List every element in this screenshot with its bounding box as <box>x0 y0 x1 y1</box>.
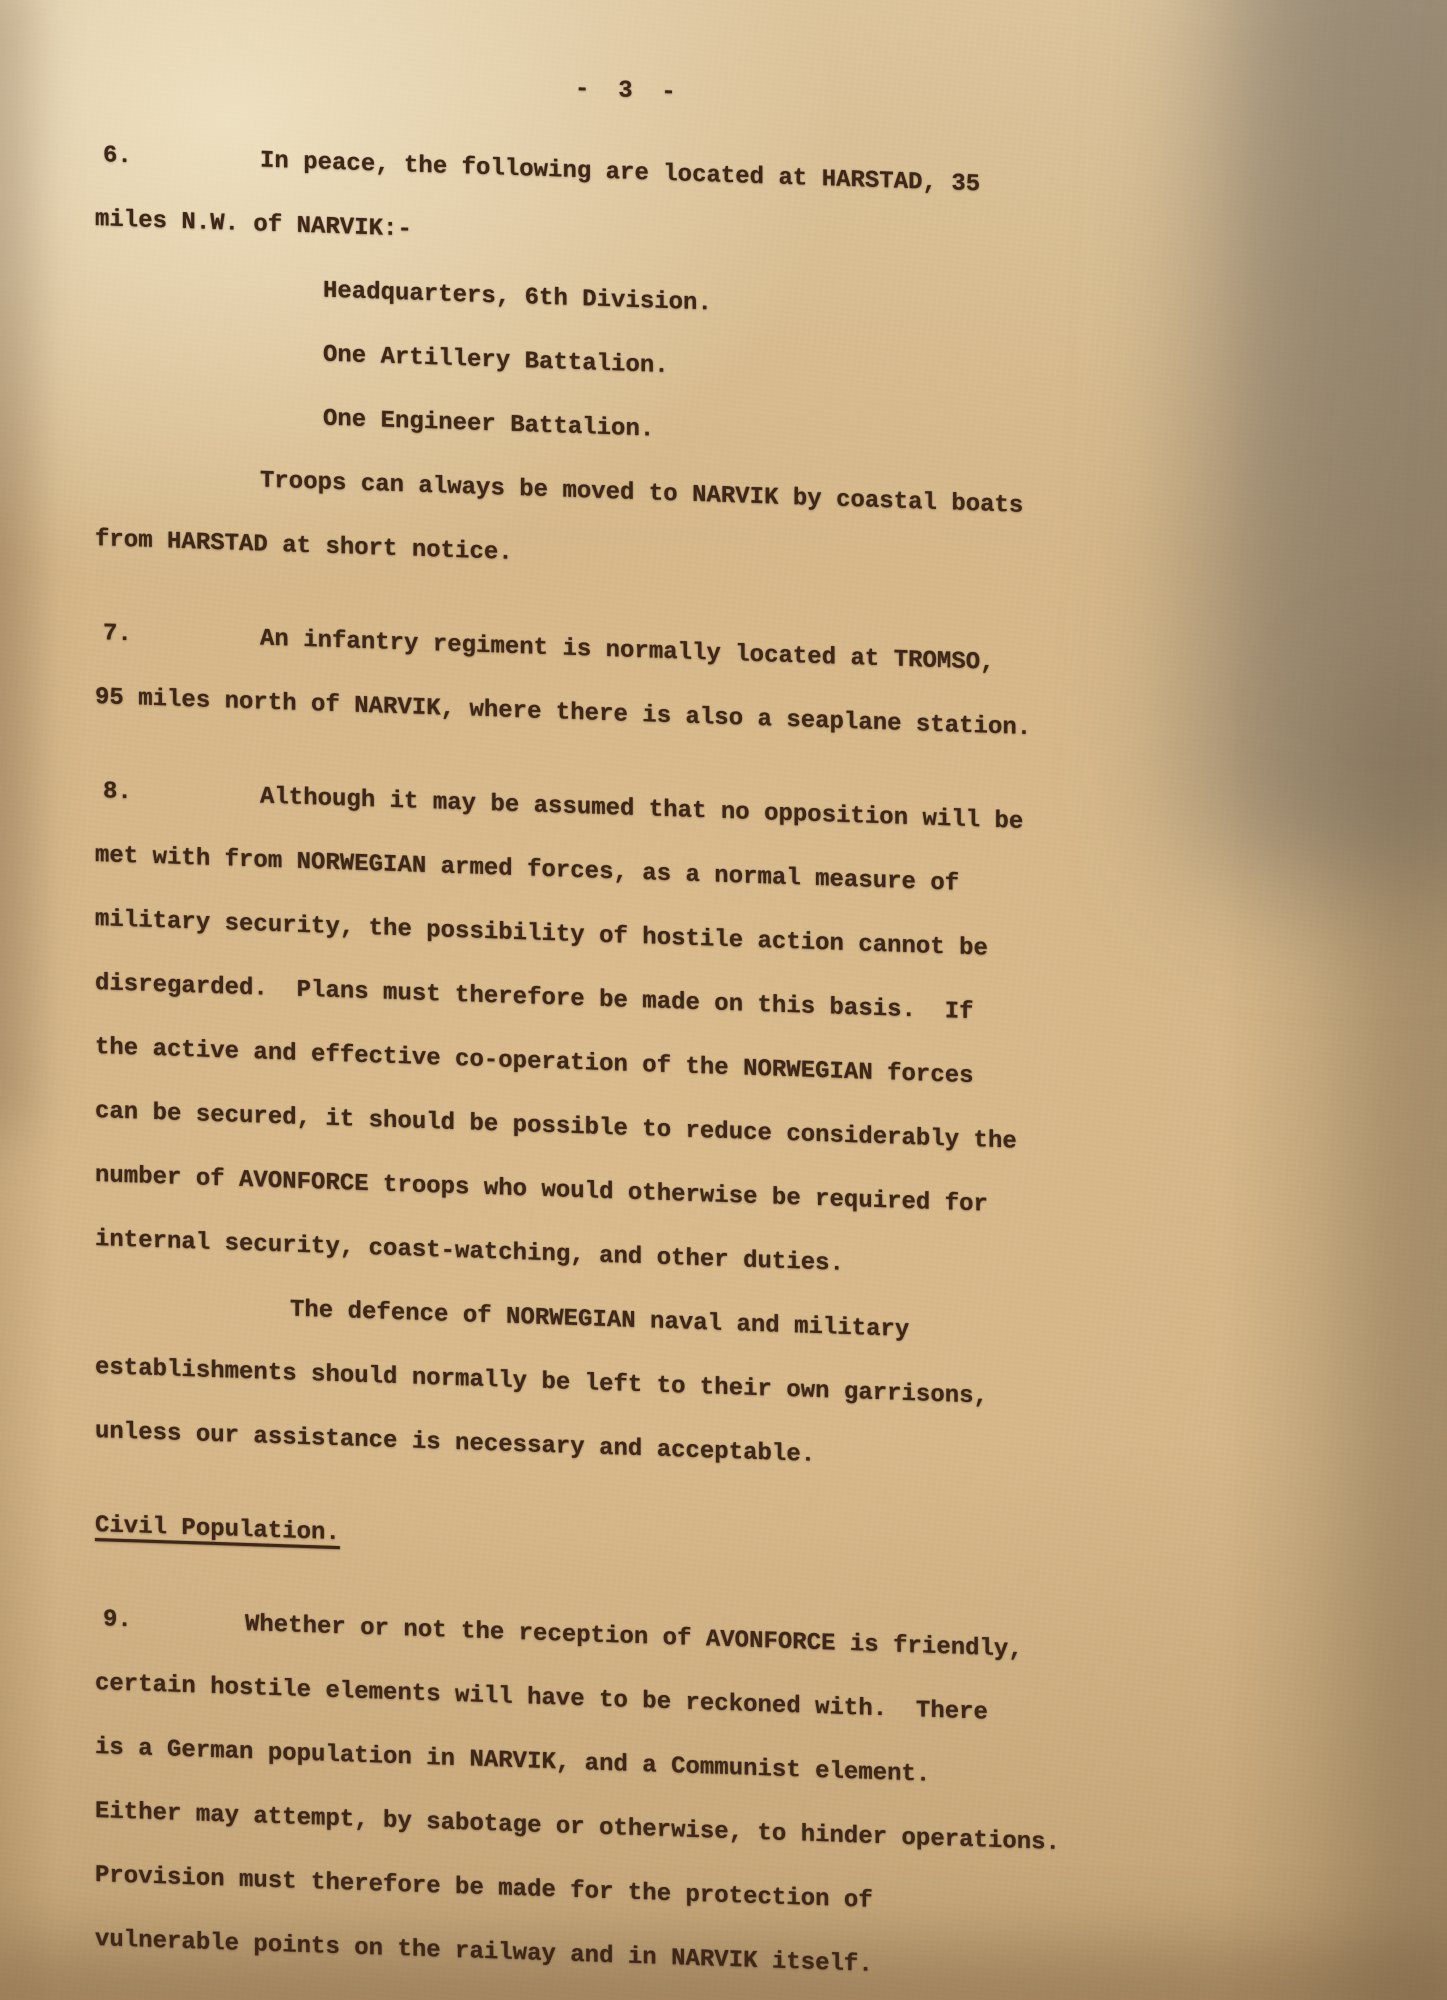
text-line: is a German population in NARVIK, and a Communist element. <box>95 1734 931 1789</box>
typed-content <box>95 42 1105 2000</box>
list-item: One Engineer Battalion. <box>323 405 655 444</box>
heading-text: Civil Population. <box>95 1512 340 1548</box>
text-line: Provision must therefore be made for the protection of <box>95 1862 873 1915</box>
text-line: the active and effective co-operation of the NORWEGIAN forces <box>95 1034 974 1091</box>
text-line: disregarded. Plans must therefore be made on this basis. If <box>95 970 974 1027</box>
list-item: Headquarters, 6th Division. <box>323 277 712 318</box>
shadow-right-edge <box>1347 680 1447 2000</box>
text-line: unless our assistance is necessary and acceptable. <box>95 1418 816 1469</box>
text-line: Troops can always be moved to NARVIK by coastal boats <box>260 467 1024 520</box>
text-line: vulnerable points on the railway and in NARVIK itself. <box>95 1926 873 1979</box>
paragraph-7-number: 7. <box>103 620 132 649</box>
paragraph-6 <box>95 124 1105 606</box>
text-line: In peace, the following are located at HARSTAD, 35 <box>260 147 981 199</box>
text-line: Whether or not the reception of AVONFORCE is friendly, <box>245 1610 1023 1664</box>
text-line: internal security, coast-watching, and other duties. <box>95 1226 844 1278</box>
text-line: establishments should normally be left to their own garrisons, <box>95 1354 988 1411</box>
shadow-right-top <box>1189 0 1447 895</box>
section-heading-civil-population <box>95 1494 1105 1592</box>
heading-line <box>95 1494 1105 1592</box>
paragraph-9 <box>95 1588 1105 2000</box>
text-line: from HARSTAD at short notice. <box>95 526 513 567</box>
text-line: 95 miles north of NARVIK, where there is also a seaplane station. <box>95 684 1032 743</box>
text-line: certain hostile elements will have to be reckoned with. There <box>95 1670 988 1727</box>
paragraph-8-number: 8. <box>103 778 132 807</box>
text-line: miles N.W. of NARVIK:- <box>95 206 412 244</box>
paragraph-8 <box>95 760 1105 1306</box>
text-line: number of AVONFORCE troops who would otherwise be required for <box>95 1162 988 1219</box>
text-line: met with from NORWEGIAN armed forces, as a normal measure of <box>95 842 960 898</box>
paragraph-7 <box>95 602 1105 764</box>
text-line: Either may attempt, by sabotage or otherwise, to hinder operations. <box>95 1798 1060 1858</box>
text-line: can be secured, it should be possible to reduce considerably the <box>95 1098 1017 1156</box>
paragraph-9-number: 9. <box>103 1606 132 1635</box>
shadow-left-edge <box>0 0 26 1130</box>
page-number: - 3 - <box>575 75 676 107</box>
paragraph-8-continued <box>95 1272 1105 1498</box>
paragraph-6-number: 6. <box>103 142 132 171</box>
text-line: Although it may be assumed that no opposition will be <box>260 783 1024 836</box>
text-line: The defence of NORWEGIAN naval and military <box>290 1296 910 1345</box>
text-line: An infantry regiment is normally located at TROMSO, <box>260 625 995 677</box>
list-item: One Artillery Battalion. <box>323 341 669 381</box>
text-line: military security, the possibility of hostile action cannot be <box>95 906 988 963</box>
